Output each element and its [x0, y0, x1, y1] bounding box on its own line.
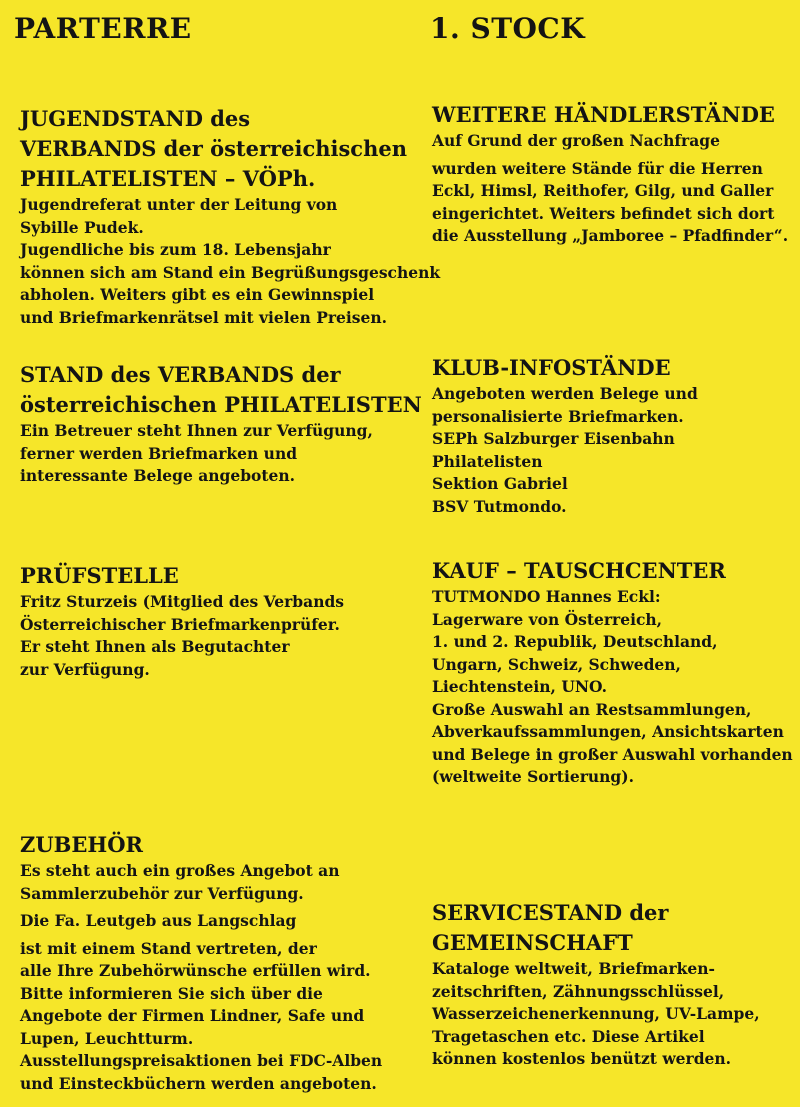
text-line: Bitte informieren Sie sich über die [20, 983, 323, 1003]
right-column-title: 1. STOCK [430, 12, 586, 45]
text-line: ferner werden Briefmarken und [20, 443, 298, 463]
text-line: Angeboten werden Belege und [432, 384, 698, 403]
text-line: personalisierte Briefmarken. [432, 406, 684, 426]
section-pruefstelle [20, 561, 344, 681]
text-line: alle Ihre Zubehörwünsche erfüllen wird. [20, 961, 371, 980]
text-line: Ungarn, Schweiz, Schweden, [432, 654, 681, 674]
text-line: Er steht Ihnen als Begutachter [20, 637, 290, 656]
text-line: abholen. Weiters gibt es ein Gewinnspiel [20, 285, 375, 304]
text-line: Es steht auch ein großes Angebot an [20, 861, 340, 880]
text-line: Sammlerzubehör zur Verfügung. [20, 883, 304, 903]
text-line: SEPh Salzburger Eisenbahn [432, 429, 675, 448]
text-line: und Briefmarkenrätsel mit vielen Preisen. [20, 307, 388, 327]
section-heading: STAND des VERBANDS der österreichischen PHILATELISTEN [20, 362, 422, 417]
section-heading: KLUB-INFOSTÄNDE [432, 355, 671, 380]
section-servicestand [432, 898, 760, 1071]
section-heading: KAUF – TAUSCHCENTER [432, 558, 726, 583]
section-kauf-tauschcenter [432, 556, 793, 789]
text-line: Philatelisten [432, 451, 543, 471]
text-line: Sektion Gabriel [432, 474, 568, 493]
text-line: Österreichischer Briefmarkenprüfer. [20, 614, 340, 634]
text-line: Tragetaschen etc. Diese Artikel [432, 1026, 705, 1046]
text-line: wurden weitere Stände für die Herren [432, 158, 763, 178]
text-line: Wasserzeichenerkennung, UV-Lampe, [432, 1004, 760, 1023]
text-line: können sich am Stand ein Begrüßungsgeschenk [20, 262, 441, 282]
text-line: Jugendreferat unter der Leitung von [20, 195, 338, 214]
text-line: und Einsteckbüchern werden angeboten. [20, 1073, 377, 1093]
text-line: Jugendliche bis zum 18. Lebensjahr [20, 240, 331, 259]
text-line: Ein Betreuer steht Ihnen zur Verfügung, [20, 421, 373, 440]
text-line: Fritz Sturzeis (Mitglied des Verbands [20, 592, 345, 611]
text-line: Abverkaufssammlungen, Ansichtskarten [432, 722, 784, 741]
text-line: TUTMONDO Hannes Eckl: [432, 587, 661, 606]
text-line: können kostenlos benützt werden. [432, 1049, 732, 1068]
section-haendlerstaende [432, 100, 788, 248]
section-heading: PRÜFSTELLE [20, 563, 179, 588]
text-line: zur Verfügung. [20, 659, 150, 679]
section-klub-infostaende [432, 353, 698, 518]
section-zubehoer [20, 830, 382, 1095]
text-line: interessante Belege angeboten. [20, 466, 296, 485]
text-line: Große Auswahl an Restsammlungen, [432, 699, 752, 719]
text-line: Ausstellungspreisaktionen bei FDC-Alben [20, 1051, 383, 1070]
section-heading: JUGENDSTAND des VERBANDS der österreichischen PHILATELISTEN – VÖPh. [20, 106, 407, 191]
text-line: Kataloge weltweit, Briefmarken- [432, 959, 715, 978]
text-line: BSV Tutmondo. [432, 496, 567, 516]
text-line: die Ausstellung „Jamboree – Pfadfinder“. [432, 226, 789, 245]
left-column-title: PARTERRE [14, 12, 192, 45]
text-line: 1. und 2. Republik, Deutschland, [432, 632, 718, 651]
text-line: ist mit einem Stand vertreten, der [20, 938, 317, 958]
text-line: Liechtenstein, UNO. [432, 677, 608, 696]
text-line: Angebote der Firmen Lindner, Safe und [20, 1006, 365, 1025]
text-line: und Belege in großer Auswahl vorhanden [432, 744, 793, 764]
text-line: Sybille Pudek. [20, 217, 144, 237]
section-heading: ZUBEHÖR [20, 832, 143, 857]
section-stand-verband [20, 360, 422, 488]
text-line: eingerichtet. Weiters befindet sich dort [432, 203, 775, 223]
text-line: Eckl, Himsl, Reithofer, Gilg, und Galler [432, 181, 774, 200]
section-heading: SERVICESTAND der GEMEINSCHAFT [432, 900, 669, 955]
text-line: Die Fa. Leutgeb aus Langschlag [20, 911, 297, 930]
text-line: Auf Grund der großen Nachfrage [432, 131, 720, 150]
text-line: Lagerware von Österreich, [432, 609, 663, 629]
text-line: (weltweite Sortierung). [432, 767, 634, 786]
text-line: Lupen, Leuchtturm. [20, 1028, 194, 1048]
section-heading: WEITERE HÄNDLERSTÄNDE [432, 102, 775, 127]
text-line: zeitschriften, Zähnungsschlüssel, [432, 981, 725, 1001]
section-jugendstand [20, 104, 440, 329]
